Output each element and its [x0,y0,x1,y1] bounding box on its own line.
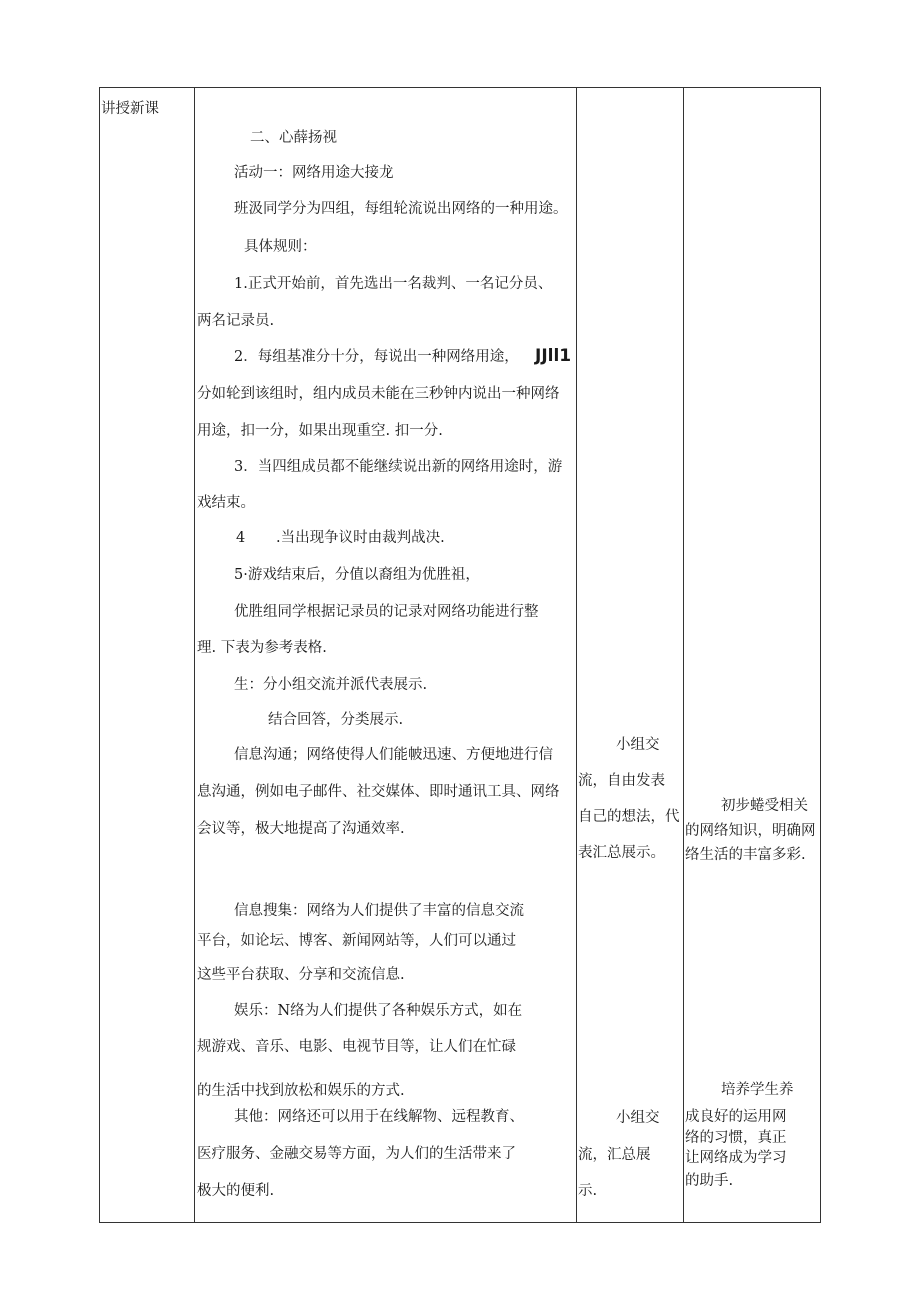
student-activity-1-line-4: 表汇总展示。 [578,845,665,861]
content-heading: 二、心薛扬视 [250,130,337,146]
table-border-left [99,87,100,1223]
intent-1-line-3: 络生活的丰富多彩. [685,847,806,863]
rules-title: 具体规则： [244,239,317,255]
organize-line-1: 优胜组同学根据记录员的记录对网络功能进行整 [234,604,539,620]
rule-3-line-2: 戏结束。 [197,495,255,511]
student-activity-1-line-1: 小组交 [616,737,660,753]
communication-line-1: 信息沟通；网络使得人们能帔迅速、方便地进行信 [234,747,553,763]
rule-3-line-1: 3．当四组成员都不能继续说出新的网络用途时，游 [234,459,563,475]
table-divider-3 [683,87,684,1223]
student-activity-2-line-1: 小组交 [616,1110,660,1126]
other-line-3: 极大的便利. [197,1183,275,1199]
other-line-1: 其他：网络还可以用于在线解物、远程教育、 [234,1109,524,1125]
rule-1-line-1: 1.正式开始前，首先选出一名裁判、一名记分员、 [234,276,553,292]
entertainment-line-1: 娱乐：N络为人们提供了各种娱乐方式，如在 [234,1003,523,1019]
activity-title: 活动一：网络用途大接龙 [234,165,394,181]
intent-2-line-3: 络的习惯，真正 [685,1130,787,1146]
table-border-top [99,87,821,88]
combine-note: 结合回答，分类展示. [268,712,404,728]
intent-1-line-2: 的网络知识，明确网 [685,823,816,839]
rule-2-line-2: 分如轮到该组时，组内成员未能在三秒钟内说出一种网络 [197,386,560,402]
search-line-1: 信息搜集：网络为人们提供了丰富的信息交流 [234,903,524,919]
intent-2-line-2: 成良好的运用网 [685,1109,787,1125]
rule-4-number: 4 [236,530,246,546]
student-activity-note: 生：分小组交流并派代表展示. [234,677,428,693]
rule-2-line-1: 2．每组基准分十分，每说出一种网络用途， [234,349,519,365]
intent-1-line-1: 初步蜷受相关 [721,798,808,814]
other-line-2: 医疗服务、金融交易等方面，为人们的生活带来了 [197,1146,516,1162]
table-border-right [820,87,821,1223]
entertainment-line-2: 规游戏、音乐、电影、电视节目等，让人们在忙碌 [197,1039,516,1055]
intent-2-line-1: 培养学生养 [721,1082,794,1098]
rule-5: 5·游戏结束后，分值以裔组为优胜祖， [234,567,480,583]
student-activity-2-line-2: 流，汇总展 [578,1147,651,1163]
intent-2-line-5: 的助手. [685,1173,734,1189]
table-divider-1 [194,87,195,1223]
rule-2-line-3: 用途，扣一分，如果出现重空. 扣一分. [197,423,443,439]
entertainment-line-3: 的生活中找到放松和娱乐的方式. [197,1083,405,1099]
student-activity-1-line-2: 流，自由发表 [578,773,665,789]
table-border-bottom [99,1222,821,1223]
intent-2-line-4: 让网络成为学习 [685,1150,787,1166]
rule-1-line-2: 两名记录员. [197,313,275,329]
rule-4-text: .当出现争议时由裁判战决. [276,530,445,546]
student-activity-2-line-3: 示. [578,1183,598,1199]
search-line-3: 这些平台获取、分享和交流信息. [197,967,405,983]
activity-intro: 班汲同学分为四组，每组轮流说出网络的一种用途。 [234,201,568,217]
student-activity-1-line-3: 自己的想法，代 [578,809,680,825]
search-line-2: 平台，如论坛、博客、新闻网站等，人们可以通过 [197,933,516,949]
communication-line-3: 会议等，极大地提高了沟通效率. [197,821,405,837]
rule-2-marker: JJll1 [535,346,572,366]
table-divider-2 [576,87,577,1223]
section-label: 讲授新课 [101,101,159,117]
organize-line-2: 理. 下表为参考表格. [197,640,327,656]
communication-line-2: 息沟通，例如电子邮件、社交媒体、即时通讯工具、网络 [197,784,560,800]
